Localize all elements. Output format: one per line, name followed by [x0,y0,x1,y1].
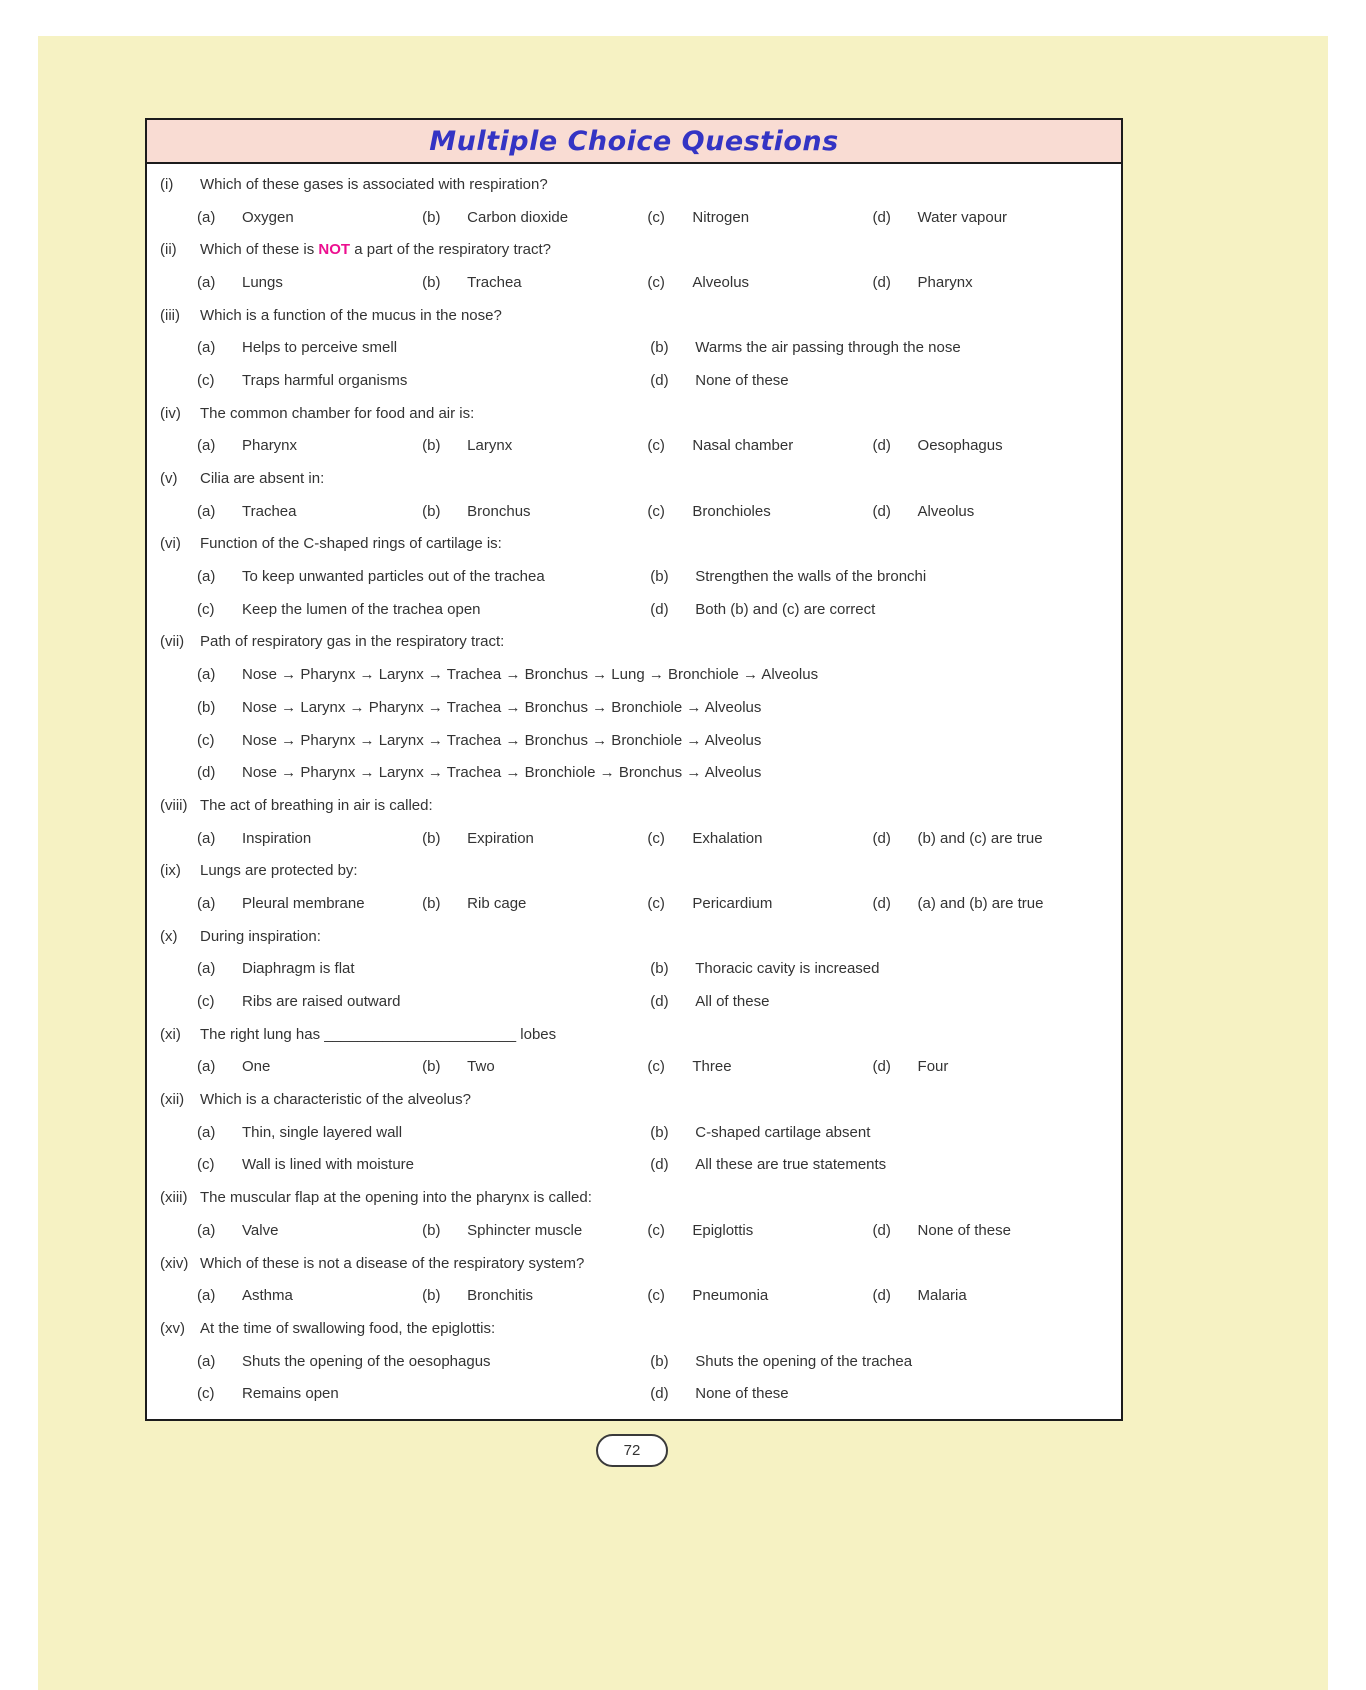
option [197,266,422,299]
option [197,1214,422,1247]
mcq-panel [145,118,1123,1421]
option-text: Pneumonia [692,1287,769,1305]
page-number-badge [596,1434,668,1467]
option-text: Asthma [242,1287,293,1305]
option [650,560,1109,593]
question-line [160,1247,1109,1280]
question-line [160,1312,1109,1345]
option-text: Sphincter muscle [467,1221,583,1239]
option [422,201,647,234]
option [197,1149,650,1182]
option-text: Alveolus [692,273,750,291]
question-text-part: Which of these is [200,241,319,259]
option-label: (d) [197,764,216,782]
options [197,331,1109,396]
question-block [160,397,1109,462]
option [197,822,422,855]
option-label: (d) [650,371,669,389]
option-text: Bronchus [467,502,531,520]
option-text: Nose → Larynx → Pharynx → Trachea → Bronchus → Bronchiole → Alveolus [242,698,762,716]
option [873,1051,1109,1084]
option-text: Bronchitis [467,1287,534,1305]
option-text: None of these [917,1221,1011,1239]
option [422,1051,647,1084]
question-number: (viii) [160,796,188,814]
option-label: (b) [650,1352,669,1370]
option [873,887,1109,920]
option-text: All of these [695,993,770,1011]
question-line [160,789,1109,822]
option [197,691,1109,724]
option [197,887,422,920]
option-label: (c) [647,894,665,912]
question-line [160,397,1109,430]
option-text: Warms the air passing through the nose [695,339,961,357]
option-label: (a) [197,666,216,684]
option [422,430,647,463]
option [197,1377,650,1410]
option-text: Strengthen the walls of the bronchi [695,568,927,586]
question-block [160,920,1109,1018]
question-block [160,299,1109,397]
option-label: (b) [422,273,441,291]
options [197,495,1109,528]
question-line [160,1018,1109,1051]
option-label: (a) [197,1123,216,1141]
option-text: Trachea [467,273,522,291]
option-text: Helps to perceive smell [242,339,398,357]
option [873,1279,1109,1312]
option-text: C-shaped cartilage absent [695,1123,871,1141]
question-text [200,241,1109,258]
option [650,593,1109,626]
option [647,201,872,234]
question-block [160,789,1109,854]
questions-list [147,164,1121,1419]
option-text: Nose → Pharynx → Larynx → Trachea → Bronchus → Lung → Bronchiole → Alveolus [242,666,819,684]
question-number: (vi) [160,535,181,553]
option-label: (c) [647,437,665,455]
option [197,1051,422,1084]
option [197,724,1109,757]
option [873,822,1109,855]
options [197,953,1109,1018]
option-label: (a) [197,208,216,226]
option [873,266,1109,299]
question-number: (iv) [160,404,181,422]
option [197,985,650,1018]
option [422,887,647,920]
option-text: Oesophagus [917,437,1003,455]
option [650,1149,1109,1182]
option-text: Rib cage [467,894,527,912]
highlight-text: NOT [318,241,351,259]
question-text: At the time of swallowing food, the epiglottis: [200,1319,496,1337]
option-label: (c) [197,731,215,749]
question-text: Path of respiratory gas in the respiratory tract: [200,633,505,651]
question-text: During inspiration: [200,927,321,945]
option [197,756,1109,789]
options [197,1116,1109,1181]
question-text: Which of these gases is associated with respiration? [200,175,548,193]
option [873,201,1109,234]
option [422,1214,647,1247]
option-text: Nitrogen [692,208,750,226]
option-text: Nasal chamber [692,437,794,455]
option [650,953,1109,986]
option [647,1214,872,1247]
option-label: (d) [650,600,669,618]
question-line [160,462,1109,495]
question-number: (iii) [160,306,180,324]
option-text: Expiration [467,829,534,847]
question-text: The act of breathing in air is called: [200,796,433,814]
question-text: Which is a characteristic of the alveolus? [200,1091,471,1109]
option-text: Water vapour [917,208,1008,226]
option-label: (b) [422,829,441,847]
question-text: Lungs are protected by: [200,862,358,880]
option-label: (d) [872,502,891,520]
option-label: (c) [647,1221,665,1239]
question-block [160,462,1109,527]
option [647,266,872,299]
question-block [160,626,1109,789]
option [873,495,1109,528]
option [422,822,647,855]
option-label: (a) [197,568,216,586]
option-text: Shuts the opening of the trachea [695,1352,913,1370]
option-label: (c) [647,208,665,226]
option-label: (b) [650,960,669,978]
option-text: Epiglottis [692,1221,754,1239]
options [197,1051,1109,1084]
question-block [160,233,1109,298]
option-text: To keep unwanted particles out of the trachea [242,568,545,586]
option [873,1214,1109,1247]
question-text: The muscular flap at the opening into the pharynx is called: [200,1189,592,1207]
question-text: Which of these is not a disease of the respiratory system? [200,1254,585,1272]
option-label: (b) [422,437,441,455]
option-text: Valve [242,1221,279,1239]
option [650,331,1109,364]
option [197,658,1109,691]
options [197,822,1109,855]
option-label: (d) [872,437,891,455]
option-text: Pericardium [692,894,773,912]
option-label: (d) [872,273,891,291]
options [197,887,1109,920]
option [647,1279,872,1312]
option-label: (b) [650,1123,669,1141]
option-text: Traps harmful organisms [242,371,408,389]
option-text: (b) and (c) are true [917,829,1043,847]
question-line [160,528,1109,561]
option-label: (a) [197,437,216,455]
option-text: Nose → Pharynx → Larynx → Trachea → Bronchus → Bronchiole → Alveolus [242,731,762,749]
option-text: Pharynx [242,437,298,455]
option-label: (c) [647,829,665,847]
option-label: (b) [422,502,441,520]
mcq-header [147,120,1121,164]
options [197,1279,1109,1312]
option [197,1345,650,1378]
option-label: (c) [647,1287,665,1305]
option-label: (d) [872,208,891,226]
option-text: Shuts the opening of the oesophagus [242,1352,491,1370]
option-label: (c) [197,993,215,1011]
question-number: (xiii) [160,1189,188,1207]
option [197,201,422,234]
option-label: (a) [197,1058,216,1076]
question-line [160,233,1109,266]
option-label: (a) [197,960,216,978]
option-label: (d) [872,1058,891,1076]
option-text: Two [467,1058,495,1076]
question-number: (xii) [160,1091,185,1109]
option-label: (a) [197,502,216,520]
options [197,266,1109,299]
option [650,1116,1109,1149]
option-text: None of these [695,371,789,389]
option [422,266,647,299]
option [873,430,1109,463]
option-text: Both (b) and (c) are correct [695,600,876,618]
question-block [160,168,1109,233]
options [197,1214,1109,1247]
question-block [160,1083,1109,1181]
question-number: (xv) [160,1319,185,1337]
options [197,430,1109,463]
option-text: Nose → Pharynx → Larynx → Trachea → Bronchiole → Bronchus → Alveolus [242,764,762,782]
question-block [160,1247,1109,1312]
page-title: Multiple Choice Questions [429,125,839,157]
option [197,560,650,593]
option [650,985,1109,1018]
question-number: (xi) [160,1025,181,1043]
option-label: (b) [422,1058,441,1076]
option [197,364,650,397]
question-text: Which is a function of the mucus in the nose? [200,306,502,324]
option [197,1279,422,1312]
option-label: (d) [872,1221,891,1239]
option-label: (a) [197,1287,216,1305]
option-label: (d) [650,1156,669,1174]
question-block [160,1181,1109,1246]
option-text: Thoracic cavity is increased [695,960,880,978]
question-text: The common chamber for food and air is: [200,404,475,422]
option [197,953,650,986]
option [650,364,1109,397]
option-text: Pharynx [917,273,973,291]
option-text: Ribs are raised outward [242,993,401,1011]
option [197,593,650,626]
option-label: (d) [872,829,891,847]
question-line [160,1181,1109,1214]
option [647,822,872,855]
question-number: (v) [160,470,178,488]
option-text: Keep the lumen of the trachea open [242,600,481,618]
option [647,887,872,920]
option-text: Three [692,1058,732,1076]
option-text: Four [917,1058,949,1076]
option-label: (d) [650,1385,669,1403]
option-text: Lungs [242,273,283,291]
question-line [160,854,1109,887]
option-text: None of these [695,1385,789,1403]
option-text: Oxygen [242,208,294,226]
question-line [160,626,1109,659]
option [647,1051,872,1084]
question-number: (vii) [160,633,185,651]
option [647,430,872,463]
option-label: (a) [197,1221,216,1239]
option-label: (b) [422,208,441,226]
question-line [160,168,1109,201]
option-label: (a) [197,894,216,912]
option-text: Pleural membrane [242,894,365,912]
option-label: (a) [197,1352,216,1370]
options [197,1345,1109,1410]
option [650,1377,1109,1410]
question-block [160,1312,1109,1410]
option-label: (b) [650,568,669,586]
question-text: The right lung has _______________________ lobes [200,1025,557,1043]
option-label: (c) [197,371,215,389]
option-label: (a) [197,273,216,291]
option-text: Inspiration [242,829,312,847]
page-number: 72 [623,1442,641,1459]
options [197,560,1109,625]
option [650,1345,1109,1378]
question-block [160,854,1109,919]
option-label: (c) [647,1058,665,1076]
option-text: Larynx [467,437,513,455]
option-label: (c) [197,1385,215,1403]
option-label: (c) [647,273,665,291]
option-label: (c) [197,1156,215,1174]
question-text: Cilia are absent in: [200,470,325,488]
question-block [160,1018,1109,1083]
option-text: Remains open [242,1385,339,1403]
option-label: (c) [647,502,665,520]
question-line [160,920,1109,953]
option-label: (b) [197,698,216,716]
option-label: (b) [422,894,441,912]
option-label: (a) [197,829,216,847]
option [197,495,422,528]
option-text: Carbon dioxide [467,208,569,226]
question-text: Function of the C-shaped rings of cartilage is: [200,535,502,553]
question-number: (ii) [160,241,177,259]
option [197,331,650,364]
option-label: (c) [197,600,215,618]
option-text: (a) and (b) are true [917,894,1044,912]
question-line [160,299,1109,332]
option-text: One [242,1058,271,1076]
option-text: Wall is lined with moisture [242,1156,414,1174]
option-label: (d) [872,1287,891,1305]
question-number: (x) [160,927,178,945]
option-label: (a) [197,339,216,357]
option-text: Exhalation [692,829,763,847]
option-text: Bronchioles [692,502,771,520]
option-text: Diaphragm is flat [242,960,355,978]
option-text: Trachea [242,502,297,520]
option-label: (b) [650,339,669,357]
option [422,495,647,528]
option [647,495,872,528]
question-number: (ix) [160,862,181,880]
option-label: (b) [422,1221,441,1239]
question-block [160,528,1109,626]
option [422,1279,647,1312]
options [197,658,1109,789]
option-label: (d) [650,993,669,1011]
question-number: (xiv) [160,1254,189,1272]
option-label: (d) [872,894,891,912]
option-text: Malaria [917,1287,967,1305]
option [197,1116,650,1149]
option-text: Thin, single layered wall [242,1123,403,1141]
question-number: (i) [160,175,174,193]
option-text: All these are true statements [695,1156,887,1174]
option-label: (b) [422,1287,441,1305]
options [197,201,1109,234]
question-text-part: a part of the respiratory tract? [350,241,551,259]
option [197,430,422,463]
question-line [160,1083,1109,1116]
option-text: Alveolus [917,502,975,520]
